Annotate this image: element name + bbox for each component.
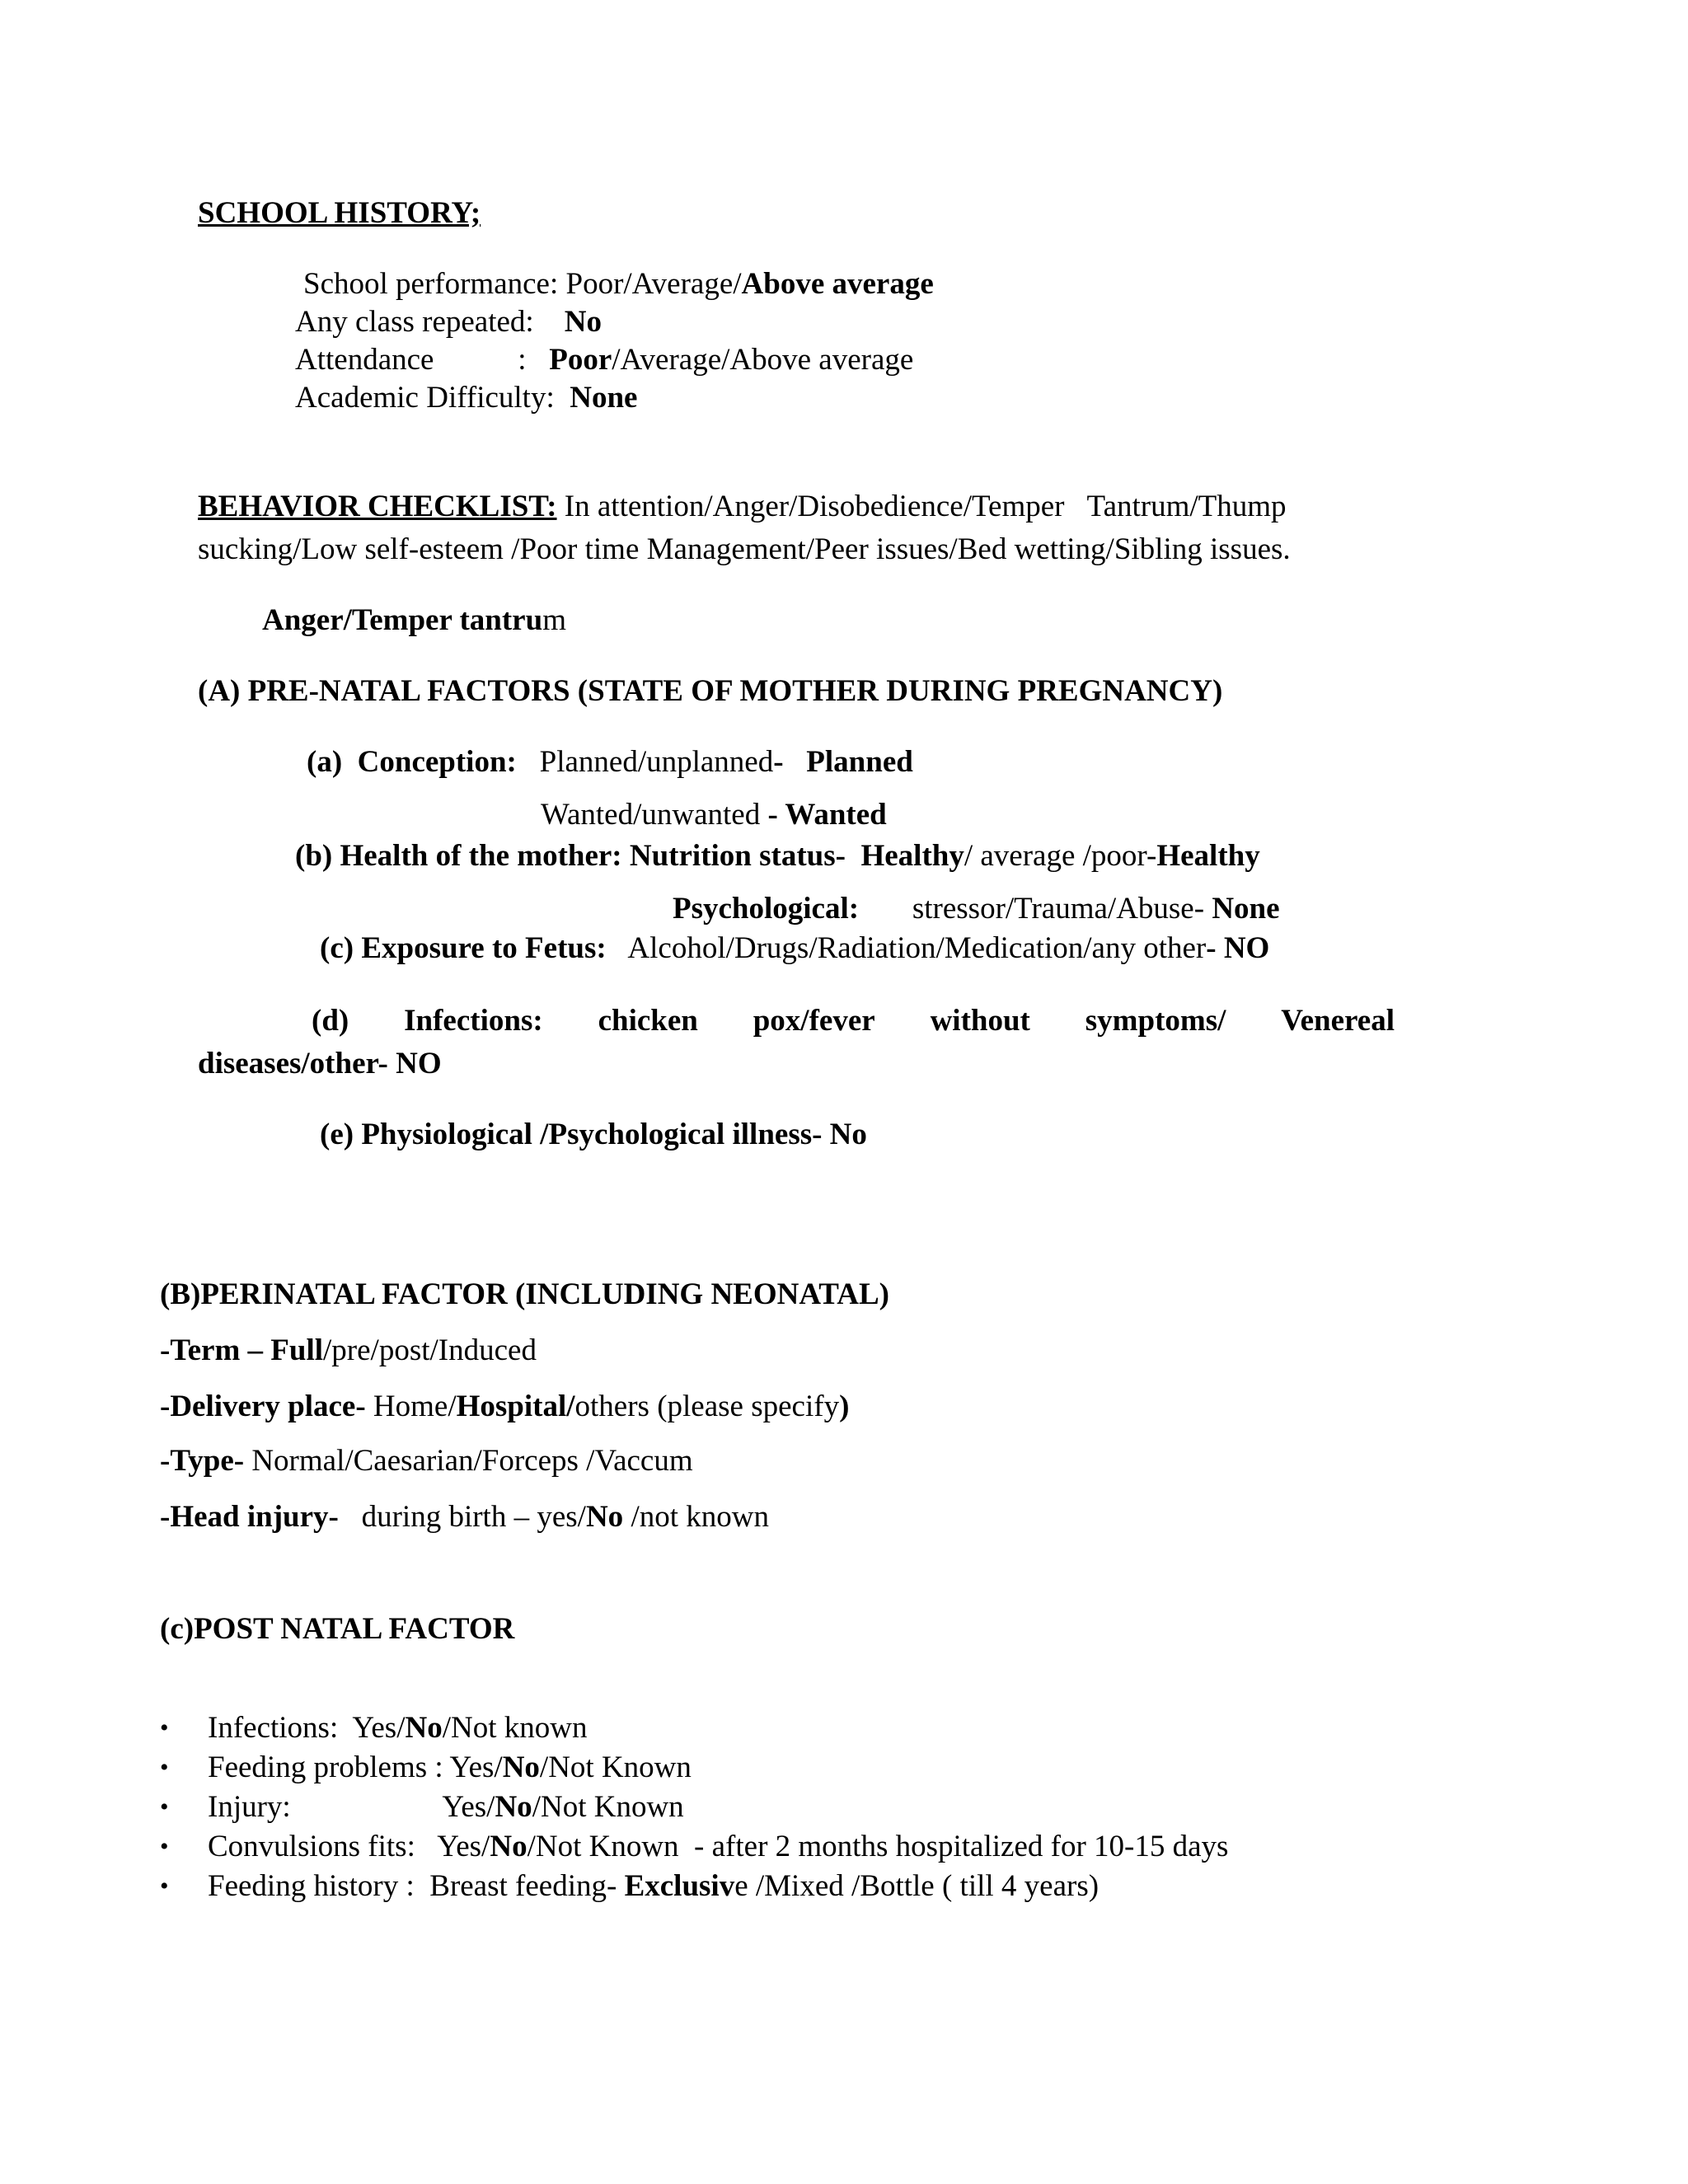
item-before: Injury: Yes/ <box>208 1790 495 1824</box>
behavior-checklist-options-1: In attention/Anger/Disobedience/Temper Tantrum/Thump <box>556 490 1287 523</box>
class-repeated-value: No <box>564 305 602 339</box>
infections-line2: diseases/other- NO <box>198 1047 442 1080</box>
infections-word: symptoms/ <box>1085 1004 1226 1038</box>
infections-line1 <box>312 1004 1395 1039</box>
conception-value: - Planned <box>773 745 913 779</box>
health-line <box>295 839 1260 874</box>
infections-word: (d) <box>312 1004 349 1038</box>
school-performance-line <box>303 267 934 302</box>
postnatal-item-text <box>208 1869 1099 1905</box>
behavior-checklist-heading: BEHAVIOR CHECKLIST: <box>198 490 557 523</box>
psychological-value: None <box>1212 892 1280 926</box>
academic-difficulty-label: Academic Difficulty: <box>295 381 570 415</box>
item-before: Feeding history : Breast feeding- <box>208 1869 625 1903</box>
health-options: / average /poor- <box>964 839 1157 873</box>
postnatal-item-text <box>208 1711 587 1746</box>
bullet-icon: • <box>160 1714 169 1741</box>
type-line <box>160 1444 693 1479</box>
wanted-value: - Wanted <box>767 798 887 832</box>
infections-word: chicken <box>598 1004 698 1038</box>
item-after: /Not Known - after 2 months hospitalized for 10-15 days <box>527 1830 1229 1863</box>
attendance-selected: Poor <box>549 343 612 377</box>
item-after: /Not known <box>442 1711 588 1745</box>
attendance-line <box>295 343 913 378</box>
delivery-after: others (please specify <box>574 1390 840 1423</box>
school-history-heading: SCHOOL HISTORY; <box>198 196 481 230</box>
behavior-checklist-line2: sucking/Low self-esteem /Poor time Management/Peer issues/Bed wetting/Sibling issues. <box>198 532 1291 566</box>
class-repeated-line <box>295 305 602 340</box>
term-line <box>160 1333 537 1369</box>
academic-difficulty-value: None <box>570 381 638 415</box>
delivery-label: -Delivery place- <box>160 1390 366 1423</box>
item-after: e /Mixed /Bottle ( till 4 years) <box>734 1869 1100 1903</box>
wanted-options: Wanted/unwanted <box>541 798 768 832</box>
school-performance-selected: Above average <box>741 267 934 301</box>
psychological-line <box>673 892 1280 927</box>
term-options: /pre/post/Induced <box>323 1333 537 1367</box>
head-injury-line <box>160 1500 769 1535</box>
exposure-value: - NO <box>1206 931 1270 965</box>
item-before: Convulsions fits: Yes/ <box>208 1830 490 1863</box>
head-injury-before: during birth – yes/ <box>338 1500 586 1534</box>
illness-line: (e) Physiological /Psychological illness- No <box>320 1118 867 1151</box>
exposure-line <box>320 931 1269 967</box>
head-injury-selected: No <box>585 1500 624 1534</box>
delivery-line <box>160 1390 849 1425</box>
delivery-before: Home/ <box>365 1390 457 1423</box>
item-selected: No <box>490 1830 528 1863</box>
bullet-icon: • <box>160 1833 169 1860</box>
postnatal-item-text <box>208 1750 692 1786</box>
psychological-options: stressor/Trauma/Abuse- <box>859 892 1212 926</box>
perinatal-heading: (B)PERINATAL FACTOR (INCLUDING NEONATAL) <box>160 1277 889 1311</box>
conception-label: (a) Conception: <box>307 745 517 779</box>
exposure-options: Alcohol/Drugs/Radiation/Medication/any other <box>606 931 1207 965</box>
attendance-label: Attendance : <box>295 343 550 377</box>
school-performance-label: School performance: <box>303 267 566 301</box>
psychological-label: Psychological: <box>673 892 860 926</box>
infections-word: pox/fever <box>753 1004 875 1038</box>
item-selected: Exclusiv <box>624 1869 735 1903</box>
attendance-options: /Average/Above average <box>612 343 914 377</box>
bullet-icon: • <box>160 1872 169 1900</box>
type-options: Normal/Caesarian/Forceps /Vaccum <box>244 1444 693 1478</box>
behavior-checklist-line1 <box>198 490 1287 525</box>
term-label: -Term – Full <box>160 1333 324 1367</box>
item-after: /Not Known <box>532 1790 684 1824</box>
postnatal-item-text <box>208 1830 1228 1865</box>
health-label: (b) Health of the mother: Nutrition status- Healthy <box>295 839 964 873</box>
prenatal-heading: (A) PRE-NATAL FACTORS (STATE OF MOTHER DURING PREGNANCY) <box>198 674 1223 708</box>
bullet-icon: • <box>160 1754 169 1781</box>
postnatal-heading: (c)POST NATAL FACTOR <box>160 1612 515 1646</box>
type-label: -Type- <box>160 1444 245 1478</box>
delivery-selected: Hospital/ <box>456 1390 575 1423</box>
item-after: /Not Known <box>539 1750 692 1784</box>
head-injury-label: -Head injury- <box>160 1500 339 1534</box>
head-injury-after: /not known <box>623 1500 769 1534</box>
wanted-line <box>541 798 887 833</box>
postnatal-item-text <box>208 1790 684 1825</box>
school-performance-options: Poor/Average/ <box>565 267 742 301</box>
item-selected: No <box>405 1711 443 1745</box>
behavior-selected-bold: Anger/Temper tantru <box>262 603 543 637</box>
academic-difficulty-line <box>295 381 637 416</box>
bullet-icon: • <box>160 1793 169 1821</box>
health-value: Healthy <box>1156 839 1260 873</box>
class-repeated-label: Any class repeated: <box>295 305 565 339</box>
behavior-selected-tail: m <box>542 603 566 637</box>
infections-word: Infections: <box>404 1004 543 1038</box>
item-before: Infections: Yes/ <box>208 1711 406 1745</box>
conception-options: Planned/unplanned <box>516 745 774 779</box>
infections-word: Venereal <box>1281 1004 1395 1038</box>
conception-line <box>307 745 913 780</box>
item-selected: No <box>495 1790 532 1824</box>
exposure-label: (c) Exposure to Fetus: <box>320 931 607 965</box>
behavior-selected-line <box>262 603 566 639</box>
delivery-close: ) <box>839 1390 850 1423</box>
item-selected: No <box>502 1750 540 1784</box>
item-before: Feeding problems : Yes/ <box>208 1750 503 1784</box>
infections-word: without <box>930 1004 1030 1038</box>
